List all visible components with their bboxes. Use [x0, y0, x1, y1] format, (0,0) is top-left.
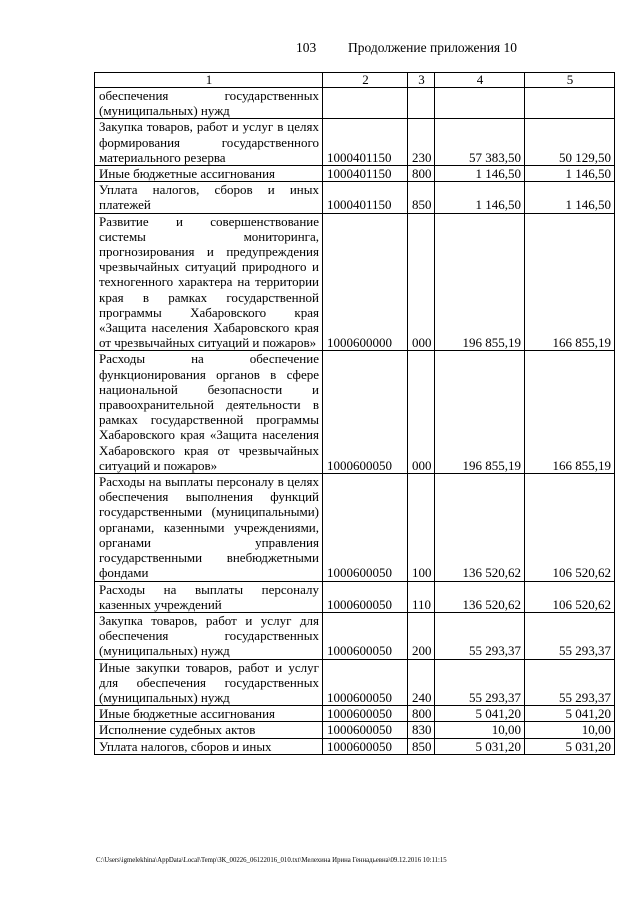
expense-type-cell: 000: [408, 351, 435, 474]
row-name-cell: Уплата налогов, сборов и иных: [95, 738, 323, 754]
page-title: Продолжение приложения 10: [348, 40, 518, 55]
column-header: 3: [408, 73, 435, 88]
row-name-cell: Уплата налогов, сборов и иных платежей: [95, 182, 323, 213]
table-row: [95, 581, 615, 612]
table-row: [95, 213, 615, 351]
budget-code-cell: 1000600000: [323, 213, 408, 351]
expense-type-cell: [408, 88, 435, 119]
expense-type-cell: 240: [408, 659, 435, 706]
amount-col5-cell: 55 293,37: [525, 659, 615, 706]
amount-col4-cell: 1 146,50: [435, 166, 525, 182]
amount-col4-cell: 5 041,20: [435, 706, 525, 722]
amount-col5-cell: [525, 88, 615, 119]
budget-code-cell: 1000401150: [323, 166, 408, 182]
row-name-cell: Развитие и совершенствование системы мониторинга, прогнозирования и предупреждения чрезвычайных ситуаций природного и техногенного характера на территории края в рамках государственной программы Хабаровского края «Защита населения Хабаровского края от чрезвычайных ситуаций и пожаров»: [95, 213, 323, 351]
budget-code-cell: 1000600050: [323, 706, 408, 722]
row-name-cell: Иные бюджетные ассигнования: [95, 166, 323, 182]
expense-type-cell: 000: [408, 213, 435, 351]
row-name-cell: Расходы на обеспечение функционирования органов в сфере национальной безопасности и правоохранительной деятельности в рамках государственной программы Хабаровского края «Защита населения Хабаровского края от чрезвычайных ситуаций и пожаров»: [95, 351, 323, 474]
budget-table: [94, 72, 615, 755]
amount-col5-cell: 5 031,20: [525, 738, 615, 754]
expense-type-cell: 850: [408, 738, 435, 754]
budget-code-cell: 1000600050: [323, 659, 408, 706]
expense-type-cell: 800: [408, 166, 435, 182]
table-row: [95, 166, 615, 182]
amount-col4-cell: [435, 88, 525, 119]
table-header-row: [95, 73, 615, 88]
budget-code-cell: 1000401150: [323, 182, 408, 213]
row-name-cell: Закупка товаров, работ и услуг в целях формирования государственного материального резерва: [95, 119, 323, 166]
amount-col5-cell: 10,00: [525, 722, 615, 738]
expense-type-cell: 230: [408, 119, 435, 166]
expense-type-cell: 800: [408, 706, 435, 722]
row-name-cell: Иные бюджетные ассигнования: [95, 706, 323, 722]
amount-col5-cell: 1 146,50: [525, 182, 615, 213]
amount-col4-cell: 10,00: [435, 722, 525, 738]
amount-col5-cell: 5 041,20: [525, 706, 615, 722]
amount-col4-cell: 196 855,19: [435, 351, 525, 474]
expense-type-cell: 110: [408, 581, 435, 612]
expense-type-cell: 830: [408, 722, 435, 738]
amount-col4-cell: 1 146,50: [435, 182, 525, 213]
page-number: 103: [296, 40, 317, 55]
column-header: 5: [525, 73, 615, 88]
row-name-cell: Расходы на выплаты персоналу в целях обеспечения выполнения функций государственными (муниципальными) органами, казенными учреждениями, органами управления государственными внебюджетными фондами: [95, 474, 323, 581]
expense-type-cell: 850: [408, 182, 435, 213]
amount-col4-cell: 196 855,19: [435, 213, 525, 351]
budget-code-cell: 1000600050: [323, 722, 408, 738]
budget-code-cell: [323, 88, 408, 119]
amount-col5-cell: 166 855,19: [525, 213, 615, 351]
table-row: [95, 659, 615, 706]
table-row: [95, 119, 615, 166]
amount-col5-cell: 106 520,62: [525, 581, 615, 612]
column-header: 1: [95, 73, 323, 88]
row-name-cell: Расходы на выплаты персоналу казенных учреждений: [95, 581, 323, 612]
budget-code-cell: 1000600050: [323, 738, 408, 754]
budget-code-cell: 1000600050: [323, 612, 408, 659]
row-name-cell: обеспечения государственных (муниципальных) нужд: [95, 88, 323, 119]
amount-col5-cell: 1 146,50: [525, 166, 615, 182]
table-row: [95, 351, 615, 474]
table-row: [95, 474, 615, 581]
budget-code-cell: 1000600050: [323, 474, 408, 581]
table-row: [95, 706, 615, 722]
amount-col4-cell: 57 383,50: [435, 119, 525, 166]
table-row: [95, 88, 615, 119]
table-row: [95, 182, 615, 213]
table-row: [95, 722, 615, 738]
expense-type-cell: 100: [408, 474, 435, 581]
amount-col5-cell: 166 855,19: [525, 351, 615, 474]
row-name-cell: Закупка товаров, работ и услуг для обеспечения государственных (муниципальных) нужд: [95, 612, 323, 659]
amount-col5-cell: 55 293,37: [525, 612, 615, 659]
amount-col4-cell: 136 520,62: [435, 474, 525, 581]
table-row: [95, 612, 615, 659]
amount-col5-cell: 106 520,62: [525, 474, 615, 581]
expense-type-cell: 200: [408, 612, 435, 659]
budget-code-cell: 1000401150: [323, 119, 408, 166]
row-name-cell: Исполнение судебных актов: [95, 722, 323, 738]
amount-col4-cell: 136 520,62: [435, 581, 525, 612]
column-header: 2: [323, 73, 408, 88]
row-name-cell: Иные закупки товаров, работ и услуг для обеспечения государственных (муниципальных) нужд: [95, 659, 323, 706]
column-header: 4: [435, 73, 525, 88]
amount-col4-cell: 55 293,37: [435, 659, 525, 706]
amount-col4-cell: 55 293,37: [435, 612, 525, 659]
document-path-footer: C:\Users\igmelekhina\AppData\Local\Temp\ЗК_00226_06122016_010.txt\Мелехина Ирина Геннадьевна\09.12.2016 10:11:15: [96, 857, 447, 864]
budget-code-cell: 1000600050: [323, 581, 408, 612]
budget-code-cell: 1000600050: [323, 351, 408, 474]
amount-col4-cell: 5 031,20: [435, 738, 525, 754]
table-row: [95, 738, 615, 754]
amount-col5-cell: 50 129,50: [525, 119, 615, 166]
